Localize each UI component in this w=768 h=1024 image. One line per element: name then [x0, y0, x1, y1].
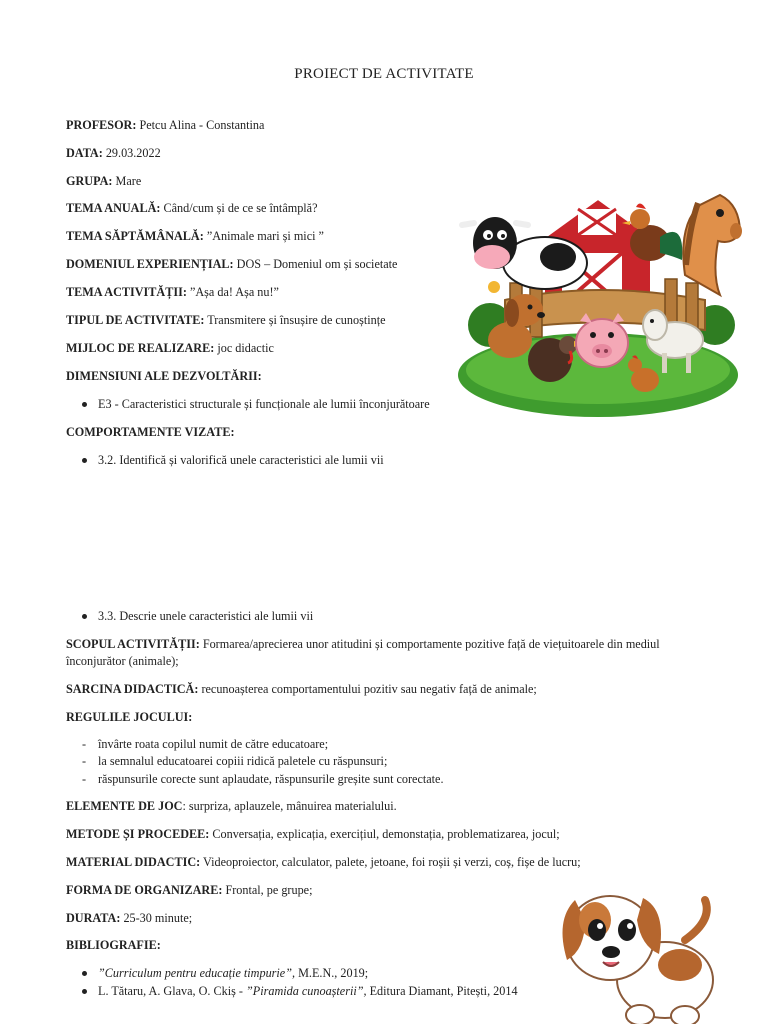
field-grupa: GRUPA: Mare: [66, 174, 142, 188]
field-tema-anuala: TEMA ANUALĂ: Când/cum și de ce se întâmplă?: [66, 201, 318, 215]
field-data: DATA: 29.03.2022: [66, 146, 161, 160]
list-item: 3.2. Identifică și valorifică unele caracteristici ale lumii vii: [82, 453, 384, 468]
list-item: - la semnalul educatoarei copiii ridică paletele cu răspunsuri;: [82, 754, 388, 768]
field-sarcina: SARCINA DIDACTICĂ: recunoașterea comportamentului pozitiv sau negativ față de animale;: [66, 682, 537, 696]
puppy-illustration: [555, 880, 725, 1024]
field-tema-activitatii: TEMA ACTIVITĂȚII: ”Așa da! Așa nu!”: [66, 285, 279, 299]
field-domeniul: DOMENIUL EXPERIENȚIAL: DOS – Domeniul om și societate: [66, 257, 398, 271]
list-item: ”Curriculum pentru educație timpurie”, M.E.N., 2019;: [82, 966, 368, 981]
list-item: - învârte roata copilul numit de către educatoare;: [82, 737, 329, 751]
list-item: L. Tătaru, A. Glava, O. Ckiș - ”Piramida cunoașterii”, Editura Diamant, Pitești, 2014: [82, 984, 518, 999]
document-title: PROIECT DE ACTIVITATE: [294, 66, 474, 82]
field-dimensiuni: DIMENSIUNI ALE DEZVOLTĂRII:: [66, 369, 262, 383]
list-item: 3.3. Descrie unele caracteristici ale lumii vii: [82, 609, 313, 624]
field-scopul: SCOPUL ACTIVITĂȚII: Formarea/aprecierea unor atitudini și comportamente pozitive față de viețuitoarele din mediul înconjurător (animale);: [66, 637, 660, 668]
farm-animals-illustration: [450, 165, 745, 420]
field-profesor: PROFESOR: Petcu Alina - Constantina: [66, 118, 265, 132]
field-bibliografie: BIBLIOGRAFIE:: [66, 938, 161, 952]
field-metode: METODE ȘI PROCEDEE: Conversația, explicația, exercițiul, demonstația, problematizarea, jocul;: [66, 827, 560, 841]
field-material: MATERIAL DIDACTIC: Videoproiector, calculator, palete, jetoane, foi roșii și verzi, coș, fișe de lucru;: [66, 855, 581, 869]
field-elemente: ELEMENTE DE JOC: surpriza, aplauzele, mânuirea materialului.: [66, 799, 397, 813]
field-tipul: TIPUL DE ACTIVITATE: Transmitere și însușire de cunoștințe: [66, 313, 386, 327]
field-tema-saptamanala: TEMA SĂPTĂMÂNALĂ: ”Animale mari și mici ”: [66, 229, 324, 243]
field-durata: DURATA: 25-30 minute;: [66, 911, 193, 925]
list-item: - răspunsurile corecte sunt aplaudate, răspunsurile greșite sunt corectate.: [82, 772, 444, 786]
field-comportamente: COMPORTAMENTE VIZATE:: [66, 425, 235, 439]
field-forma: FORMA DE ORGANIZARE: Frontal, pe grupe;: [66, 883, 313, 897]
field-regulile: REGULILE JOCULUI:: [66, 710, 193, 724]
list-item: E3 - Caracteristici structurale și funcționale ale lumii înconjurătoare: [82, 397, 430, 412]
field-mijloc: MIJLOC DE REALIZARE: joc didactic: [66, 341, 274, 355]
